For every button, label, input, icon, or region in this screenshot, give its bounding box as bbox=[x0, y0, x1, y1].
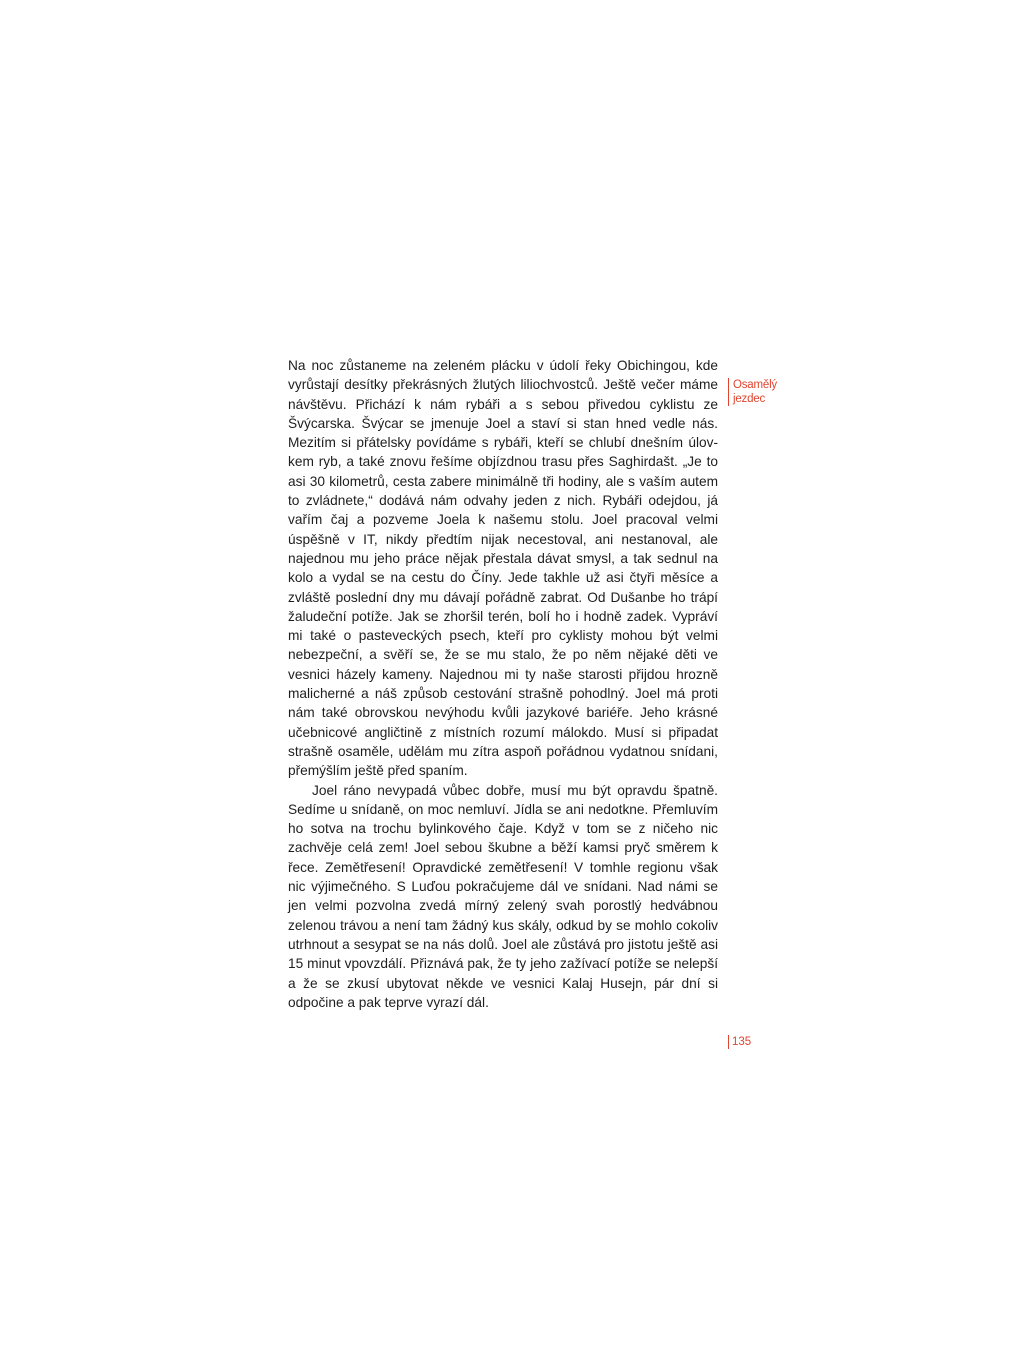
running-head-line-2: jezdec bbox=[733, 393, 766, 405]
paragraph-2: Joel ráno nevypadá vůbec dobře, musí mu být opravdu špatně. Sedíme u snídaně, on moc nemluví. Jídla se ani nedotkne. Přemluvím ho sotva na trochu bylinkového čaje. Když v tom se z ničeho nic zachvěje celá zem! Joel sebou škubne a běží kamsi pryč směrem k řece. Zemětřesení! Opravdické zemětřesení! V tomhle regionu však nic výjimečného. S Luďou pokračujeme dál ve snídani. Nad námi se jen velmi pozvolna zvedá mírný zelený svah porostlý hedvábnou zelenou trávou a není tam žádný kus skály, odkud by se mohlo cokoliv utrhnout a sesypat se na nás dolů. Joel ale zůstává pro jistotu ještě asi 15 minut vpovzdálí. Přiznává pak, že ty jeho zažívací potíže se nelepší a že se zkusí ubytovat někde ve vesnici Kalaj Husejn, pár dní si odpočine a pak teprve vyrazí dál. bbox=[288, 782, 718, 1010]
running-head-line-1: Osamělý bbox=[733, 379, 777, 391]
body-text bbox=[288, 356, 718, 1012]
paragraph-1: Na noc zůstaneme na zeleném plácku v údolí řeky Obichingou, kde vyrůstají desítky překrásných žlutých liliochvostců. Ještě večer máme návštěvu. Přichází k nám rybáři a s sebou přivedou cyklistu ze Švýcarska. Švýcar se jmenuje Joel a staví si stan hned vedle nás. Mezitím si přátelsky povídáme s rybáři, kteří se chlubí dnešním úlovkem ryb, a také znovu řešíme objízdnou trasu přes Saghirdašt. „Je to asi 30 kilometrů, cesta zabere minimálně tři hodiny, ale s vaším autem to zvládnete,“ dodává nám odvahy jeden z nich. Rybáři odejdou, já vařím čaj a pozveme Joela k našemu stolu. Joel pracoval velmi úspěšně v IT, nikdy předtím nijak necestoval, ani nestanoval, ale najednou mu jeho práce nějak přestala dávat smysl, a tak sednul na kolo a vydal se na cestu do Číny. Jede takhle už asi čtyři měsíce a zvláště poslední dny mu dávají pořádně zabrat. Od Dušanbe ho trápí žaludeční potíže. Jak se zhoršil terén, bolí ho i hodně zadek. Vypráví mi také o pasteveckých psech, kteří pro cyklisty mohou být velmi nebezpeční, a svěří se, že se mu stalo, že po něm nějaké děti ve vesnici házely kameny. Najednou mi ty naše starosti přijdou hrozně malicherné a náš způsob cestování strašně pohodlný. Joel má proti nám také obrovskou nevýhodu kvůli jazykové bariéře. Jeho krásné učebnicové angličtině z místních rozumí málokdo. Musí si připadat strašně osaměle, udělám mu zítra aspoň pořádnou vydatnou snídani, přemýšlím ještě před spaním. bbox=[288, 358, 718, 779]
page-number: 135 bbox=[728, 1035, 751, 1049]
running-head bbox=[728, 378, 793, 406]
